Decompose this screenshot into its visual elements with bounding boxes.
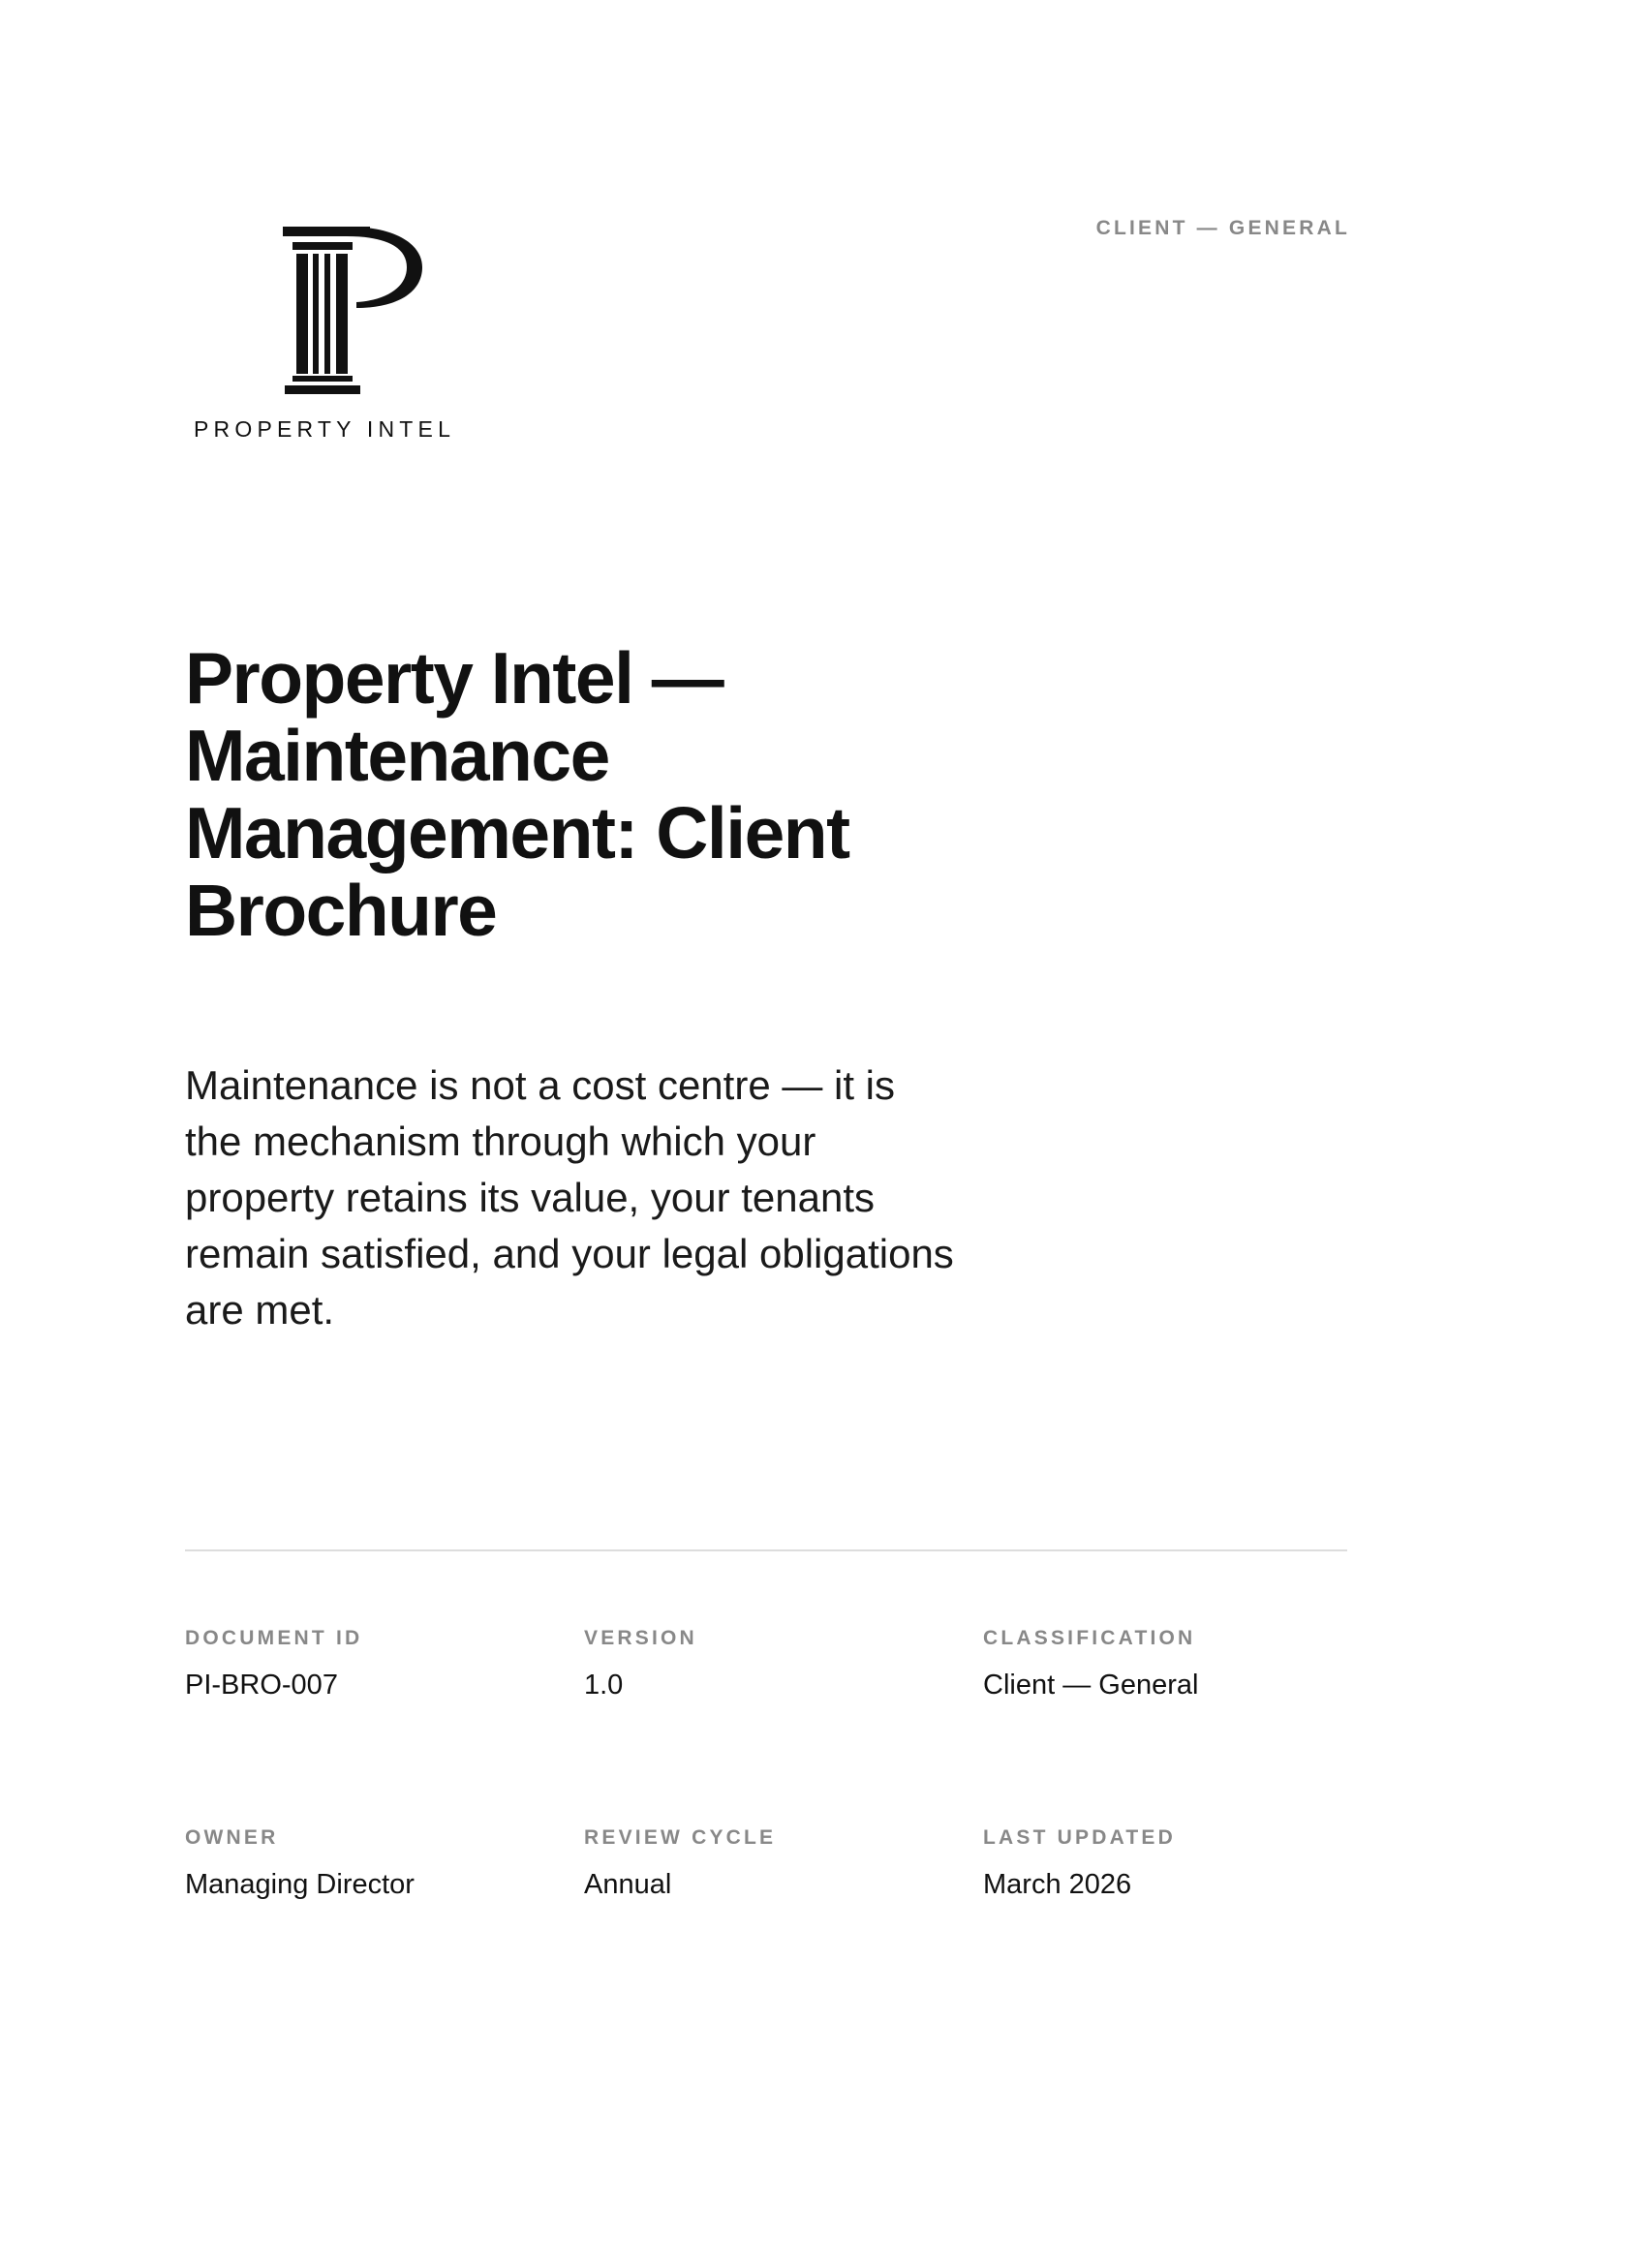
meta-document-id [185, 1627, 584, 1826]
meta-value: Annual [584, 1869, 672, 1900]
meta-label: REVIEW CYCLE [584, 1826, 777, 1849]
meta-owner [185, 1826, 584, 2026]
meta-review-cycle [584, 1826, 983, 2026]
meta-value: Managing Director [185, 1869, 415, 1900]
metadata-row-2 [185, 1826, 1347, 2026]
meta-version [584, 1627, 983, 1826]
meta-value: March 2026 [983, 1869, 1132, 1900]
logo-wordmark: PROPERTY INTEL [194, 416, 456, 442]
meta-label: DOCUMENT ID [185, 1627, 363, 1649]
meta-label: VERSION [584, 1627, 697, 1649]
lead-paragraph: Maintenance is not a cost centre — it is the mechanism through which your property retains its value, your tenants remain satisfied, and your legal obligations are met. [185, 1062, 954, 1333]
meta-classification [983, 1627, 1382, 1826]
meta-label: LAST UPDATED [983, 1826, 1177, 1849]
metadata-row-1 [185, 1627, 1347, 1826]
classification-tag: CLIENT — GENERAL [1095, 217, 1350, 239]
meta-last-updated [983, 1826, 1382, 2026]
meta-value: 1.0 [584, 1670, 624, 1701]
pillar-p-logo-icon [279, 225, 424, 395]
meta-value: Client — General [983, 1670, 1199, 1701]
company-logo [194, 225, 460, 443]
section-divider [185, 1549, 1347, 1551]
meta-value: PI-BRO-007 [185, 1670, 338, 1701]
meta-label: OWNER [185, 1826, 279, 1849]
meta-label: CLASSIFICATION [983, 1627, 1196, 1649]
document-title: Property Intel — Maintenance Management: Client Brochure [185, 637, 849, 951]
document-metadata [185, 1627, 1347, 2026]
